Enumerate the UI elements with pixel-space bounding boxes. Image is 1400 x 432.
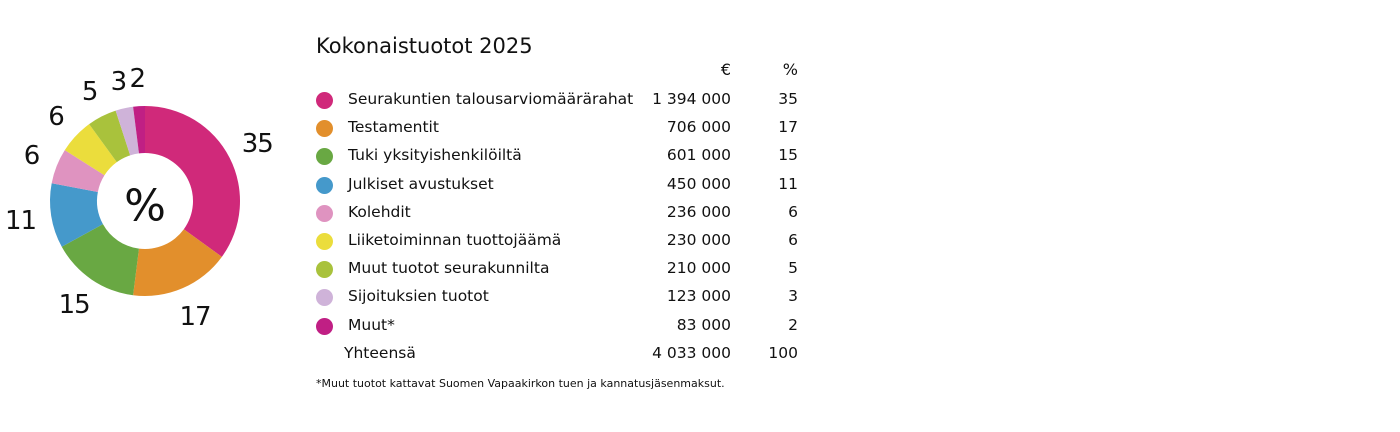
slice-value-label: 2 xyxy=(129,64,146,95)
row-label: Tuki yksityishenkilöiltä xyxy=(348,146,522,165)
slice-value-label: 3 xyxy=(110,66,127,97)
row-eur: 450 000 xyxy=(666,174,731,193)
row-pct: 35 xyxy=(778,90,798,108)
legend-row xyxy=(316,86,806,114)
legend-row xyxy=(316,114,806,142)
row-pct: 11 xyxy=(778,174,798,193)
row-eur: 210 000 xyxy=(666,259,731,278)
legend-dot-icon xyxy=(316,205,333,222)
legend-row xyxy=(316,199,806,227)
row-label: Seurakuntien talousarviomäärärahat xyxy=(348,90,634,108)
row-label: Sijoituksien tuotot xyxy=(348,287,489,306)
legend-dot-icon xyxy=(316,261,333,278)
footnote: *Muut tuotot kattavat Suomen Vapaakirkon tuen ja kannatusjäsenmaksut. xyxy=(316,377,725,390)
total-eur: 4 033 000 xyxy=(652,344,731,362)
legend-row xyxy=(316,227,806,255)
legend-row xyxy=(316,312,806,340)
row-eur: 706 000 xyxy=(666,118,731,137)
donut-center-label: % xyxy=(124,180,166,232)
total-row xyxy=(316,340,806,368)
chart-title: Kokonaistuotot 2025 xyxy=(316,34,533,58)
header-pct: % xyxy=(782,60,798,79)
row-label: Testamentit xyxy=(348,118,439,137)
row-eur: 230 000 xyxy=(666,231,731,249)
legend-dot-icon xyxy=(316,92,333,109)
row-eur: 123 000 xyxy=(666,287,731,306)
donut-chart xyxy=(0,60,290,332)
row-pct: 2 xyxy=(788,315,798,334)
total-pct: 100 xyxy=(768,344,798,362)
row-eur: 236 000 xyxy=(666,202,731,221)
slice-value-label: 15 xyxy=(58,290,90,321)
row-eur: 601 000 xyxy=(666,146,731,165)
slice-value-label: 17 xyxy=(179,301,211,332)
row-pct: 3 xyxy=(788,287,798,306)
slice-value-label: 11 xyxy=(5,205,37,236)
legend-row xyxy=(316,171,806,199)
row-label: Julkiset avustukset xyxy=(348,174,494,193)
legend-dot-icon xyxy=(316,318,333,335)
slice-value-label: 6 xyxy=(48,102,64,133)
legend-row xyxy=(316,142,806,170)
legend-dot-icon xyxy=(316,233,333,250)
slice-value-label: 6 xyxy=(23,141,40,172)
row-label: Muut tuotot seurakunnilta xyxy=(348,259,550,278)
legend-dot-icon xyxy=(316,148,333,165)
row-label: Liiketoiminnan tuottojäämä xyxy=(348,231,562,249)
legend-row xyxy=(316,255,806,283)
slice-value-label: 35 xyxy=(241,128,273,159)
row-pct: 6 xyxy=(788,202,798,221)
legend-dot-icon xyxy=(316,289,333,306)
row-label: Muut* xyxy=(348,315,395,334)
row-label: Kolehdit xyxy=(348,202,411,221)
row-eur: 83 000 xyxy=(676,315,731,334)
total-label: Yhteensä xyxy=(344,344,416,362)
legend-dot-icon xyxy=(316,120,333,137)
row-pct: 15 xyxy=(778,146,798,165)
row-pct: 6 xyxy=(788,231,798,249)
row-eur: 1 394 000 xyxy=(652,90,731,108)
legend-dot-icon xyxy=(316,177,333,194)
row-pct: 5 xyxy=(788,259,798,278)
slice-value-label: 5 xyxy=(81,77,98,108)
legend-row xyxy=(316,283,806,311)
row-pct: 17 xyxy=(778,118,798,137)
header-eur: € xyxy=(720,60,731,79)
